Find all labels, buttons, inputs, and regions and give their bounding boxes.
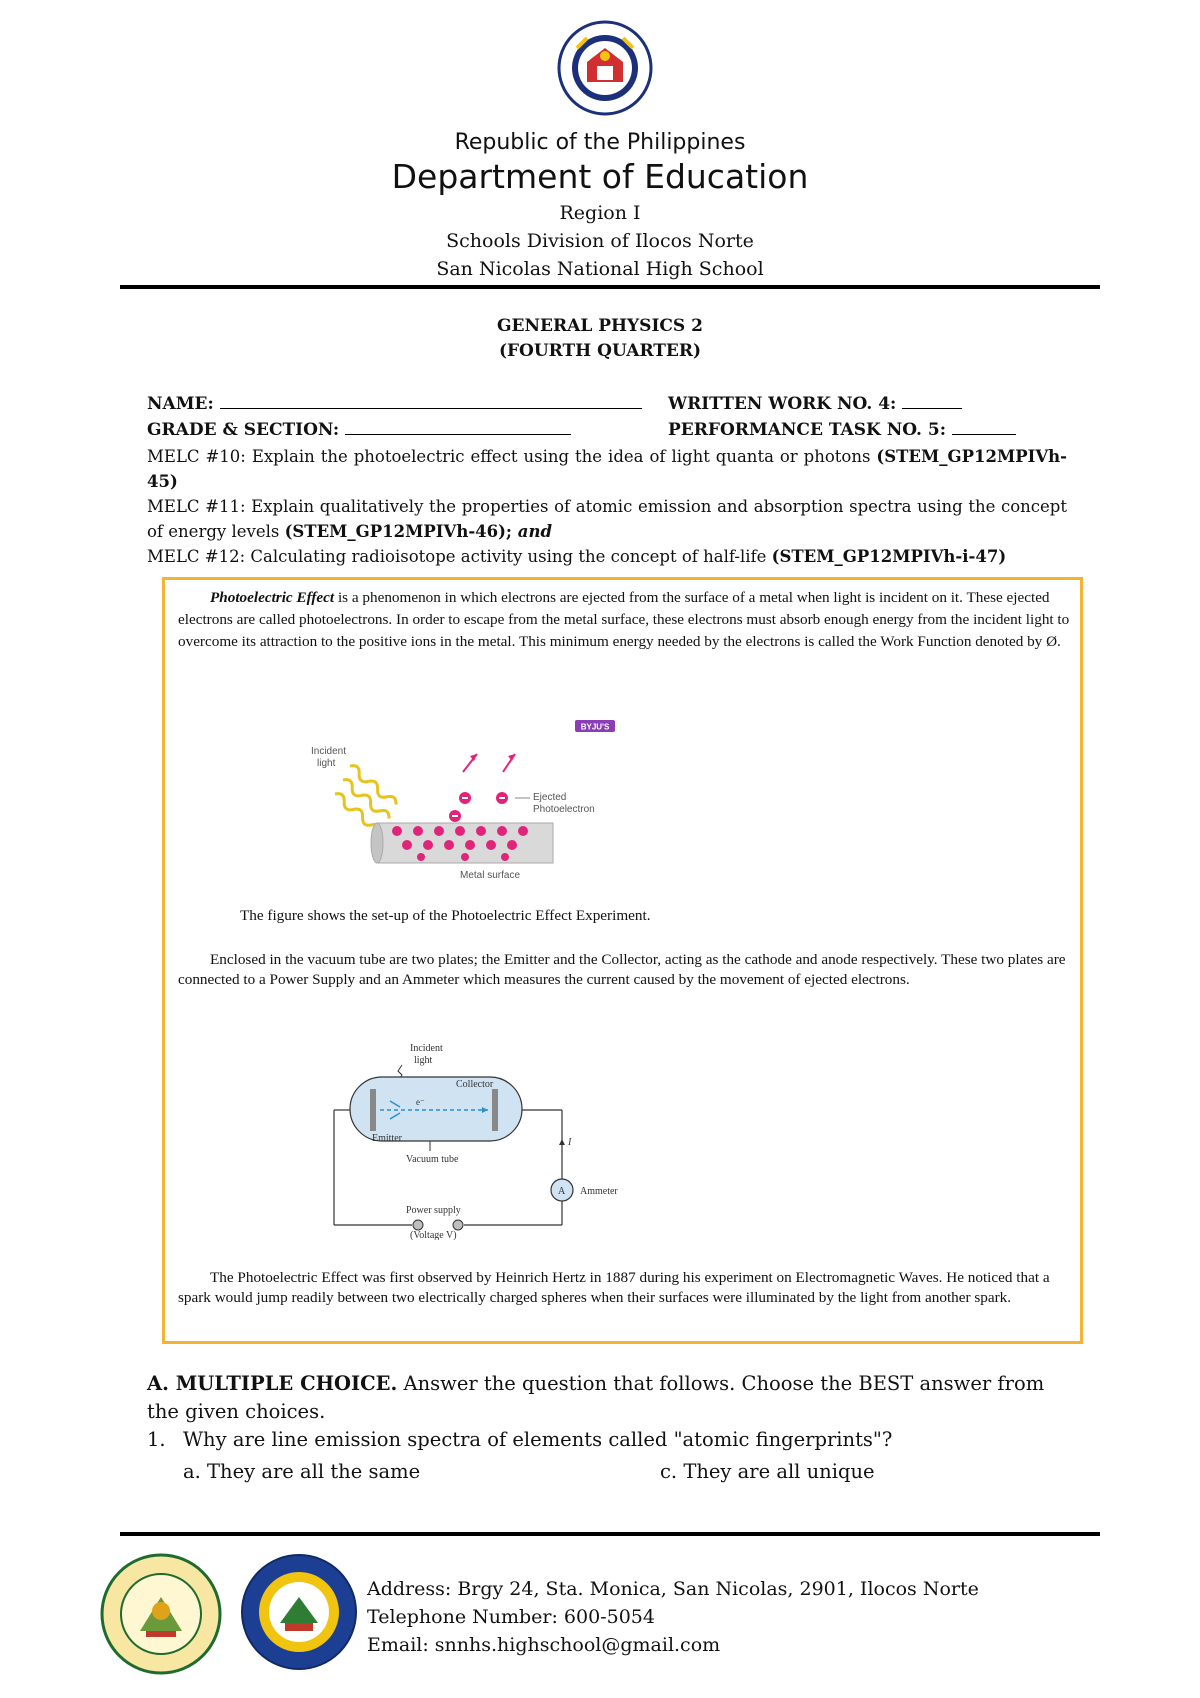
melc-12: MELC #12: Calculating radioisotope activity using the concept of half-life (STEM_GP12MPIVh-i-47) xyxy=(147,547,1007,566)
ejected-label-2: Photoelectron xyxy=(533,804,595,815)
section-a-heading: A. MULTIPLE CHOICE. xyxy=(147,1372,398,1395)
box-paragraph-2: Enclosed in the vacuum tube are two plates; the Emitter and the Collector, acting as the cathode and anode respectively. These two plates are connected to a Power Supply and an Ammeter which measures the current caused by the movement of ejected electrons. xyxy=(178,951,1066,988)
quarter-title: (FOURTH QUARTER) xyxy=(498,341,702,361)
choice-c[interactable]: c. They are all unique xyxy=(660,1460,875,1483)
melc-10-code: (STEM_GP12MPIVh-45) xyxy=(147,447,1067,491)
footer-divider xyxy=(120,1532,1100,1536)
choice-a[interactable]: a. They are all the same xyxy=(183,1460,421,1483)
photoelectric-term: Photoelectric Effect xyxy=(210,589,335,606)
performance-task-label: PERFORMANCE TASK NO. 5: xyxy=(668,420,947,440)
section-a-instruction: A. MULTIPLE CHOICE. Answer the question that follows. Choose the BEST answer from the given choices. xyxy=(147,1372,1045,1423)
electron-label: e⁻ xyxy=(416,1097,425,1107)
deped-seal xyxy=(557,20,653,116)
footer-address: Address: Brgy 24, Sta. Monica, San Nicolas, 2901, Ilocos Norte xyxy=(367,1578,979,1600)
written-work-label: WRITTEN WORK NO. 4: xyxy=(668,394,897,414)
question-1 xyxy=(147,1428,1067,1451)
incident-light-label-2: light xyxy=(317,758,336,769)
name-input-line[interactable] xyxy=(220,392,642,409)
metal-surface-label: Metal surface xyxy=(460,870,521,881)
emitter-label: Emitter xyxy=(372,1133,402,1144)
footer-telephone: Telephone Number: 600-5054 xyxy=(367,1606,655,1628)
footer-email[interactable]: Email: snnhs.highschool@gmail.com xyxy=(367,1634,721,1656)
vacuum-tube-label: Vacuum tube xyxy=(406,1154,459,1165)
subject-title: GENERAL PHYSICS 2 xyxy=(497,316,703,336)
byjus-logo: BYJU'S xyxy=(580,722,610,732)
school-line: San Nicolas National High School xyxy=(436,258,764,280)
incident-light-label-1: Incident xyxy=(311,746,347,757)
name-label: NAME: xyxy=(147,394,214,414)
school-logo xyxy=(240,1553,358,1671)
question-1-text: Why are line emission spectra of elements called "atomic fingerprints"? xyxy=(183,1428,893,1451)
deped-division-logo xyxy=(100,1553,222,1675)
division-line: Schools Division of Ilocos Norte xyxy=(446,230,754,252)
current-label: I xyxy=(568,1137,572,1148)
fig2-incident-label-1: Incident xyxy=(410,1043,443,1054)
performance-task-input-line[interactable] xyxy=(952,418,1016,435)
melc-block xyxy=(147,444,1067,569)
ammeter-label: Ammeter xyxy=(580,1186,618,1197)
region-line: Region I xyxy=(559,202,641,224)
ammeter-symbol: A xyxy=(558,1186,566,1197)
grade-section-input-line[interactable] xyxy=(345,418,571,435)
melc-12-code: (STEM_GP12MPIVh-i-47) xyxy=(771,547,1007,566)
figure-photoelectric-surface xyxy=(305,718,635,883)
ejected-label-1: Ejected xyxy=(533,792,567,803)
box-paragraph-3: The Photoelectric Effect was first observed by Heinrich Hertz in 1887 during his experiment on Electromagnetic Waves. He noticed that a spark would jump readily between two electrically charged spheres when their surfaces were illuminated by the light from another spark. xyxy=(178,1269,1050,1306)
melc-11-code: (STEM_GP12MPIVh-46); xyxy=(284,522,513,541)
figure-vacuum-tube-setup xyxy=(330,1035,640,1240)
voltage-label: (Voltage V) xyxy=(410,1230,457,1240)
box-paragraph-1: Photoelectric Effect is a phenomenon in which electrons are ejected from the surface of a metal when light is incident on it. These ejected electrons are called photoelectrons. In order to escape from the metal surface, these electrons must absorb enough energy from the incident light to overcome its attraction to the positive ions in the metal. This minimum energy needed by the electrons is called the Work Function denoted by Ø. xyxy=(178,589,1070,650)
grade-section-label: GRADE & SECTION: xyxy=(147,420,340,440)
question-1-number: 1. xyxy=(147,1428,166,1451)
department-line: Department of Education xyxy=(391,157,809,196)
melc-10: MELC #10: Explain the photoelectric effect using the idea of light quanta or photons (STEM_GP12MPIVh-45) xyxy=(147,447,1067,491)
republic-line: Republic of the Philippines xyxy=(454,130,746,155)
fig2-incident-label-2: light xyxy=(414,1055,433,1066)
written-work-input-line[interactable] xyxy=(902,392,962,409)
header-divider xyxy=(120,285,1100,289)
collector-label: Collector xyxy=(456,1079,494,1090)
power-supply-label: Power supply xyxy=(406,1205,461,1216)
figure-1-caption: The figure shows the set-up of the Photoelectric Effect Experiment. xyxy=(240,907,651,924)
melc-11: MELC #11: Explain qualitatively the properties of atomic emission and absorption spectra using the concept of energy levels (STEM_GP12MPIVh-46); and xyxy=(147,497,1067,541)
